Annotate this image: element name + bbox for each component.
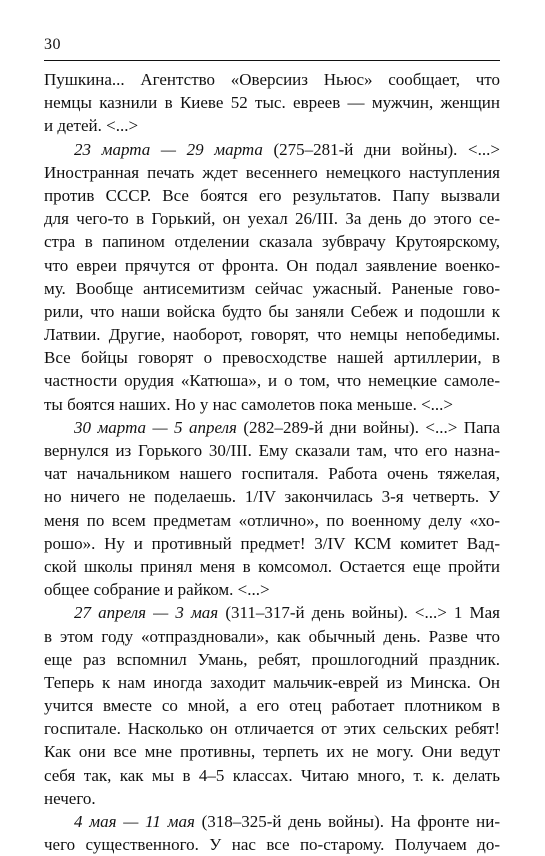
text-line	[44, 833, 500, 856]
text-line	[44, 68, 500, 91]
text-line	[44, 207, 500, 230]
text-line	[44, 346, 500, 369]
text-line	[44, 369, 500, 392]
entry-date-range: 4 мая — 11 мая	[74, 812, 195, 831]
text-segment: (318–325-й день войны). На фронте ни-	[194, 812, 501, 831]
text-line	[44, 300, 500, 323]
text-line	[44, 509, 500, 532]
header-rule	[44, 60, 500, 61]
text-segment: рошо». Ну и противный предмет! 3/IV КСМ комитет Вад-	[44, 533, 500, 553]
text-line	[44, 230, 500, 253]
text-segment: (282–289-й дни войны). <...> Папа	[236, 417, 500, 437]
text-line	[44, 485, 500, 508]
text-segment: Теперь к нам иногда заходит мальчик-еврей из Минска. Он	[44, 672, 500, 692]
text-segment: Иностранная печать ждет весеннего немецкого наступления	[44, 162, 500, 182]
text-segment: ской школы принял меня в комсомол. Остается еще пройти	[44, 556, 500, 576]
text-segment: что евреи прячутся от фронта. Он подал заявление военко-	[44, 255, 500, 275]
text-line	[44, 671, 500, 694]
paragraph-first-line	[44, 416, 500, 439]
text-segment: нечего.	[44, 788, 96, 808]
text-segment: Латвии. Другие, наоборот, говорят, что немцы непобедимы.	[44, 325, 500, 345]
text-segment: учится вместе со мной, а его отец работает плотником в	[44, 696, 500, 716]
text-segment: чего существенного. У нас все по-старому. Получаем до-	[44, 835, 500, 855]
paragraph-first-line	[44, 810, 500, 833]
text-line	[44, 555, 500, 578]
text-line	[44, 254, 500, 277]
text-segment: вернулся из Горького 30/III. Ему сказали там, что его назна-	[44, 441, 500, 460]
text-segment: чат начальником нашего госпиталя. Работа очень тяжелая,	[44, 464, 500, 484]
text-line	[44, 161, 500, 184]
text-segment: госпитале. Насколько он отличается от этих сельских ребят!	[44, 719, 500, 739]
text-segment: себя так, как мы в 4–5 классах. Читаю много, т. к. делать	[44, 765, 500, 785]
entry-date-range: 30 марта — 5 апреля	[74, 417, 237, 437]
body-text	[44, 68, 500, 856]
text-line	[44, 393, 500, 416]
text-segment: (275–281-й дни войны). <...>	[262, 139, 500, 159]
text-line	[44, 578, 500, 601]
text-segment: для чего-то в Горький, он уехал 26/III. За день до этого се-	[44, 209, 500, 229]
text-line	[44, 439, 500, 462]
text-segment: немцы казнили в Киеве 52 тыс. евреев — мужчин, женщин	[44, 93, 500, 113]
text-line	[44, 648, 500, 671]
text-segment: и детей. <...>	[44, 116, 139, 136]
text-segment: в этом году «отпраздновали», как обычный день. Разве что	[44, 626, 500, 646]
entry-date-range: 27 апреля — 3 мая	[74, 603, 219, 623]
entry-date-range: 23 марта — 29 марта	[74, 139, 263, 159]
paragraph-first-line	[44, 138, 500, 161]
text-line	[44, 91, 500, 114]
text-line	[44, 323, 500, 346]
text-line	[44, 625, 500, 648]
text-segment: Как они все мне противны, терпеть их не могу. Они ведут	[44, 742, 500, 762]
page-number: 30	[44, 36, 61, 53]
text-segment: Все бойцы говорят о превосходстве нашей артиллерии, в	[44, 348, 500, 368]
text-line	[44, 740, 500, 763]
text-segment: Пушкина... Агентство «Оверсииз Ньюс» сообщает, что	[44, 70, 500, 89]
text-line	[44, 532, 500, 555]
paragraph-first-line	[44, 601, 500, 624]
text-segment: рили, что наши войска будто бы заняли Себеж и подошли к	[44, 301, 500, 321]
text-line	[44, 114, 500, 137]
text-segment: частности орудия «Катюша», и о том, что немецкие самоле-	[44, 371, 500, 391]
text-line	[44, 694, 500, 717]
text-segment: общее собрание и райком. <...>	[44, 580, 270, 600]
text-segment: меня по всем предметам «отлично», по военному делу «хо-	[44, 510, 500, 530]
text-segment: ты боятся наших. Но у нас самолетов пока меньше. <...>	[44, 394, 453, 414]
text-line	[44, 764, 500, 787]
text-line	[44, 717, 500, 740]
text-segment: (311–317-й день войны). <...> 1 Мая	[218, 603, 500, 623]
text-segment: еще раз вспомнил Умань, ребят, прошлогодний праздник.	[44, 649, 500, 669]
text-segment: против СССР. Все боятся его результатов. Папу вызвали	[44, 185, 500, 205]
text-line	[44, 462, 500, 485]
text-line	[44, 184, 500, 207]
text-segment: но ничего не поделаешь. 1/IV закончилась 3-я четверть. У	[44, 487, 500, 507]
text-line	[44, 277, 500, 300]
text-segment: стра в папином отделении сказала зубврачу Крутоярскому,	[44, 232, 500, 252]
text-segment: му. Вообще антисемитизм сейчас ужасный. Раненые гово-	[44, 278, 500, 298]
text-line	[44, 787, 500, 810]
